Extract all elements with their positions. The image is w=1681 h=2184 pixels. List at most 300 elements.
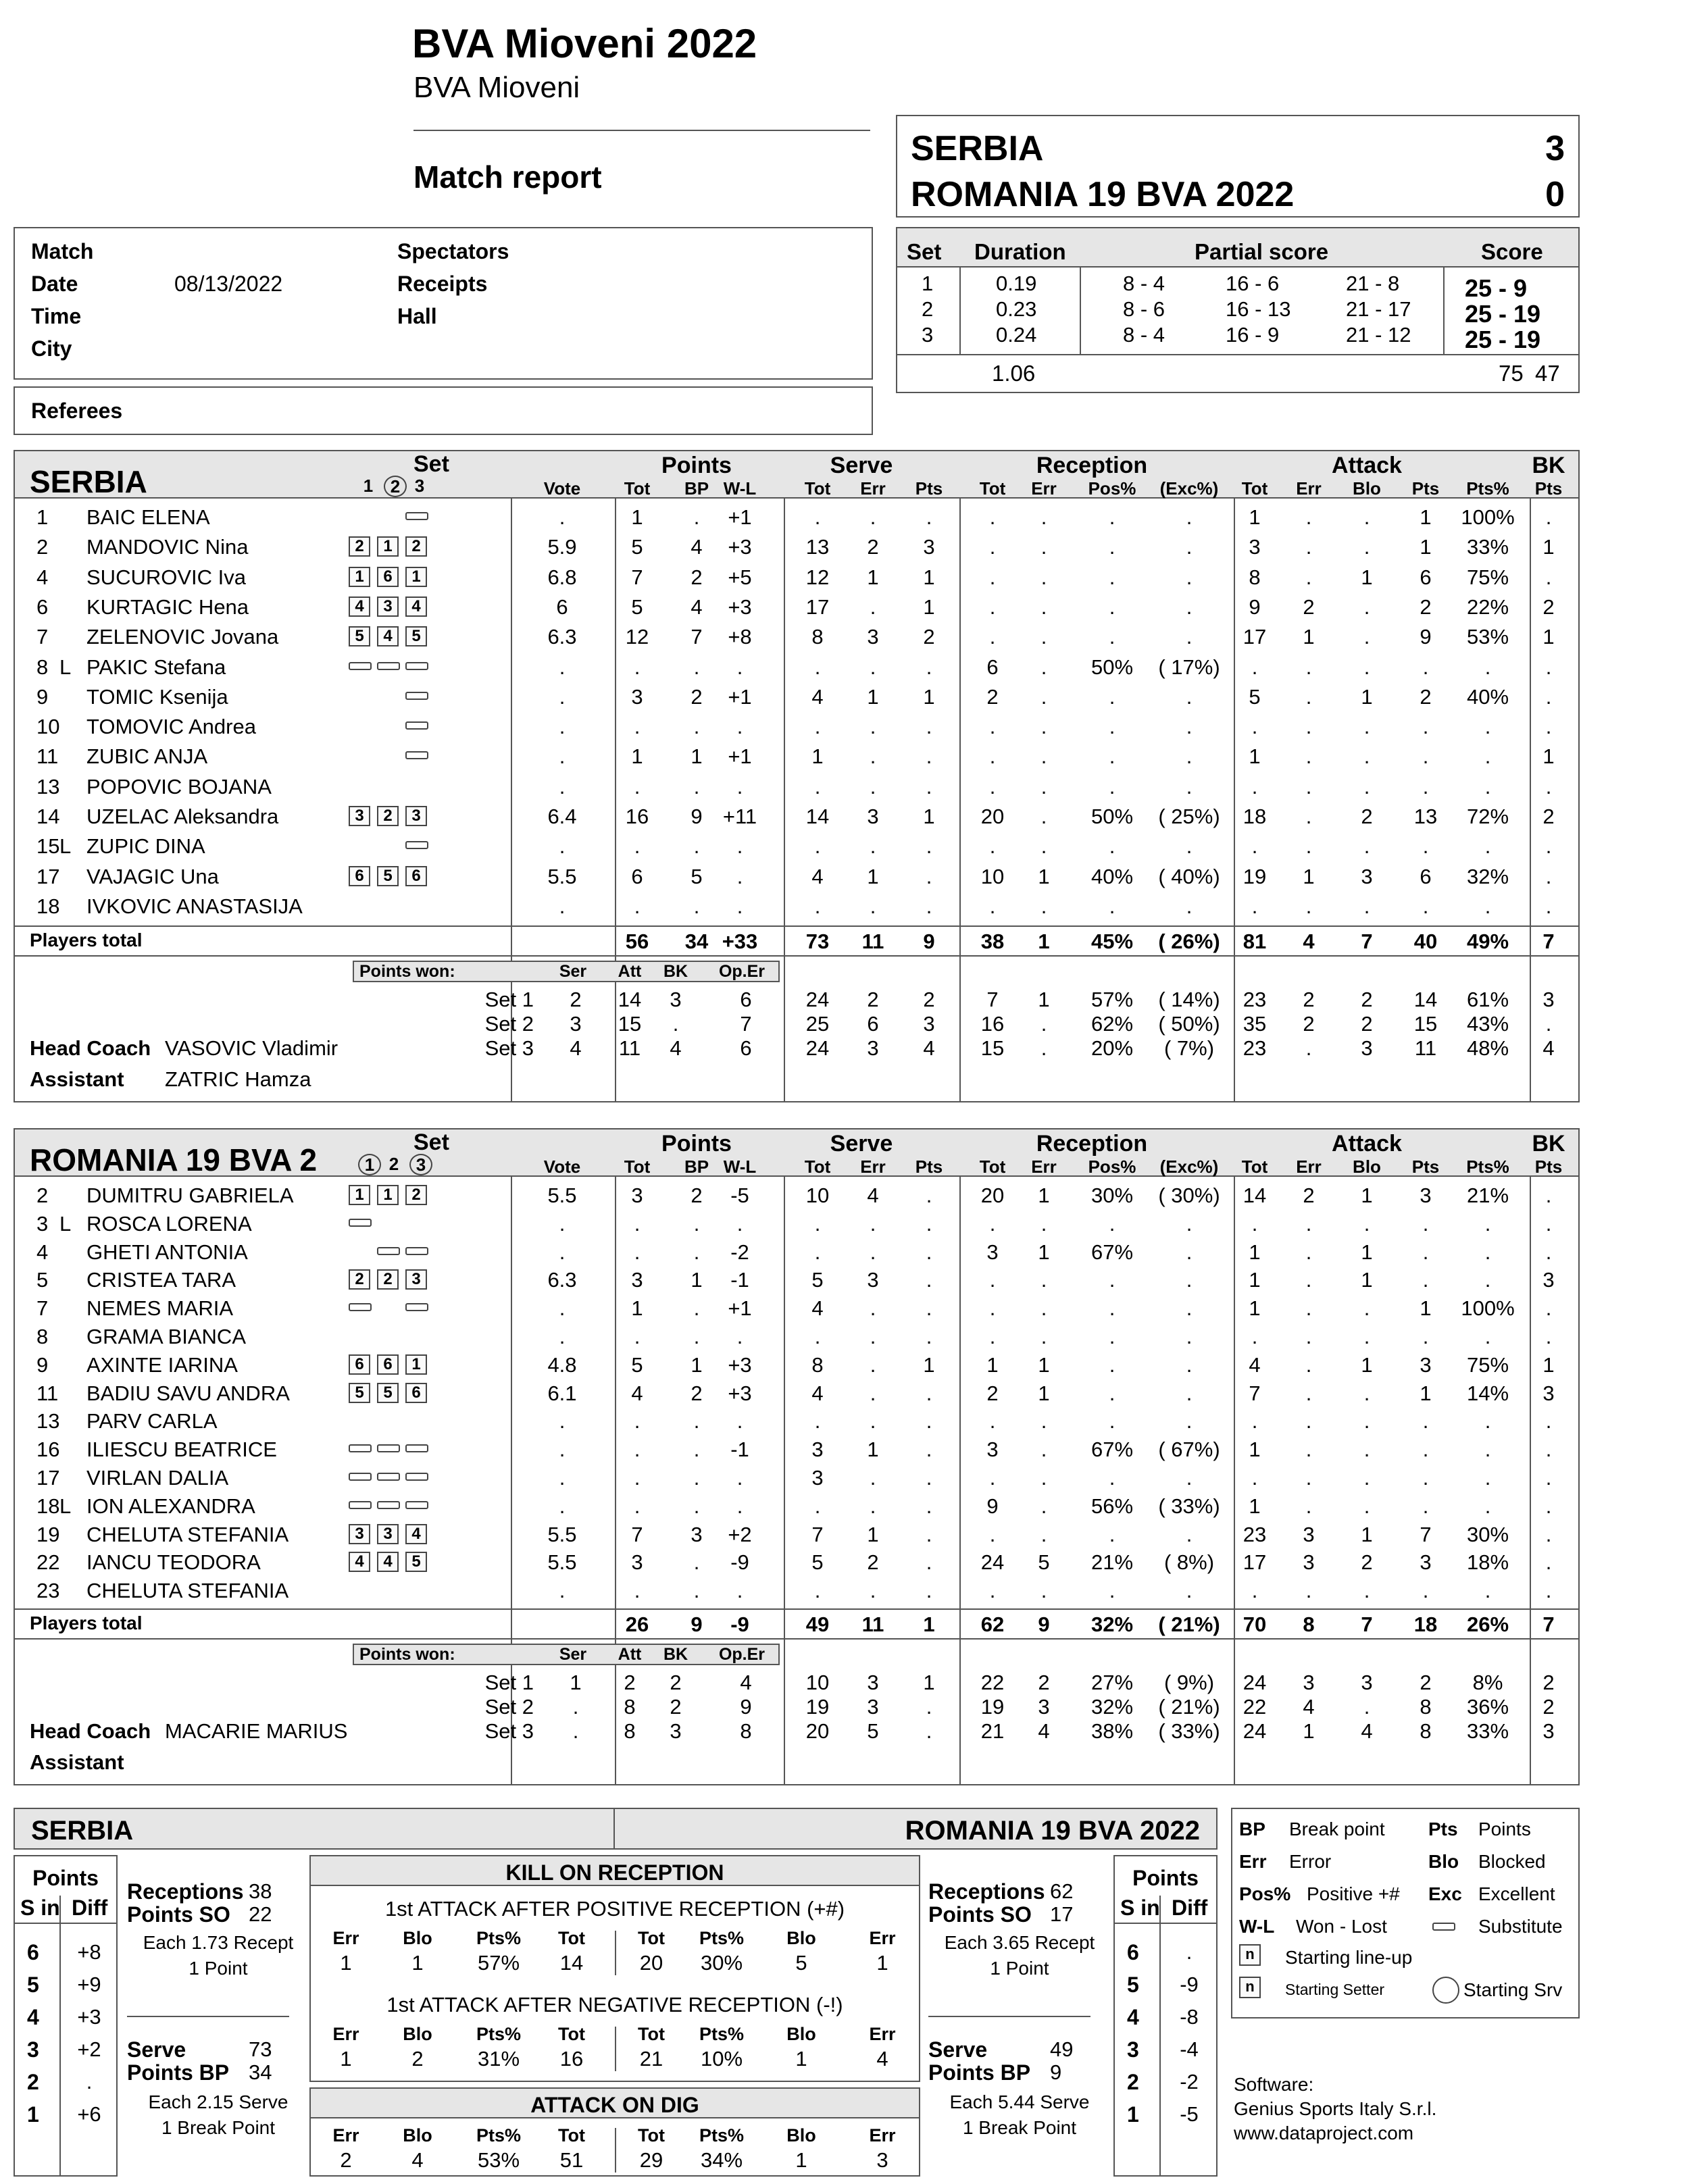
rotation: 1 (1127, 2102, 1139, 2127)
rotation: 2 (1127, 2070, 1139, 2094)
substitute-icon (405, 721, 428, 730)
stat-cell: 5.5 (547, 1550, 577, 1575)
stat-cell: . (989, 505, 996, 529)
stat-cell: . (989, 565, 996, 589)
stat-cell: . (1363, 834, 1370, 859)
points-won-col: BK (663, 962, 688, 982)
total-line-top (15, 1608, 1578, 1610)
starting-position: 2 (377, 806, 399, 826)
total-cell: 7 (1542, 1612, 1555, 1636)
substitute-icon (405, 1501, 428, 1509)
stat-cell: +1 (728, 744, 752, 769)
stat-cell: . (1484, 1211, 1491, 1236)
stat-cell: . (1484, 1325, 1491, 1348)
stat-cell: 3 (631, 1550, 643, 1575)
column-header: W-L (723, 478, 757, 499)
stat-cell: . (1305, 505, 1312, 529)
column-header: Pts% (1466, 1157, 1509, 1177)
set-stat-cell: 1 (1038, 988, 1050, 1012)
stat-cell: 2 (986, 1381, 999, 1405)
starting-position: 5 (349, 626, 370, 646)
stat-cell: . (1422, 1494, 1429, 1518)
stat-cell: 1 (1361, 565, 1373, 589)
player-number: 3 (36, 1211, 49, 1236)
total-cell: 9 (1038, 1612, 1050, 1636)
stat-cell: 5 (631, 594, 643, 619)
rotation-diff: +3 (77, 2005, 101, 2029)
attack-split (615, 1931, 616, 1975)
stat-cell: 2 (691, 565, 703, 589)
substitute-icon (377, 1501, 400, 1509)
stat-cell: . (693, 1466, 700, 1490)
stat-cell: . (1305, 1466, 1312, 1490)
dig-value: 34% (700, 2148, 743, 2172)
stat-cell: . (1545, 774, 1552, 798)
stat-cell: 13 (1413, 805, 1438, 828)
total-line-top (15, 925, 1578, 927)
column-header: Pts (1534, 478, 1563, 499)
team-name: ROMANIA 19 BVA 2 (30, 1142, 318, 1177)
stat-cell: . (1363, 625, 1370, 649)
attack-col: Tot (638, 1928, 665, 1948)
stat-cell: 3 (631, 1268, 643, 1292)
stat-cell: +1 (728, 684, 752, 709)
substitute-icon (349, 1473, 372, 1481)
stat-cell: . (989, 1522, 996, 1546)
stat-cell: 1 (1542, 1352, 1555, 1377)
stat-cell: 5 (811, 1550, 824, 1575)
set-stat-cell: 15 (980, 1036, 1005, 1061)
city-label: City (31, 336, 72, 361)
stat-cell: 7 (1420, 1522, 1432, 1546)
stat-cell: . (1186, 1325, 1193, 1348)
set-mark: 3 (409, 1154, 432, 1175)
stat-cell: . (1040, 1409, 1047, 1433)
stat-cell: 1 (1361, 1184, 1373, 1207)
serve-label: Serve (127, 2037, 186, 2062)
rot-divider (59, 1896, 61, 2175)
stat-cell: . (1545, 894, 1552, 918)
set-row-label: Set 3 (484, 1719, 534, 1743)
total-cell: 32% (1090, 1612, 1134, 1636)
stat-cell: 1 (1361, 1352, 1373, 1377)
column-header: Tot (979, 1157, 1006, 1177)
stat-cell: 9 (1420, 625, 1432, 649)
serve-label: Serve (928, 2037, 988, 2062)
rotation-diff: -2 (1180, 2070, 1199, 2093)
set-stat-cell: 3 (867, 1695, 879, 1719)
stat-cell: +3 (728, 1381, 752, 1405)
stat-cell: 4 (811, 1381, 824, 1405)
stat-cell: 6 (631, 864, 643, 888)
substitute-icon (377, 662, 400, 670)
stat-cell: . (693, 834, 700, 859)
stat-cell: 13 (805, 535, 830, 559)
stat-cell: 32% (1466, 864, 1509, 888)
player-name: NEMES MARIA (86, 1296, 234, 1321)
total-cell: 38 (980, 930, 1005, 954)
group-header: Reception (1036, 1131, 1148, 1157)
total-cell: 49 (805, 1612, 830, 1636)
attack-col: Tot (638, 2125, 665, 2145)
stat-cell: . (1109, 535, 1115, 559)
stat-cell: . (559, 1494, 566, 1518)
stat-cell: . (1040, 1522, 1047, 1546)
stat-cell: 3 (923, 535, 935, 559)
stat-cell: . (1040, 1579, 1047, 1603)
stat-cell: 1 (631, 744, 643, 769)
stat-cell: 8 (811, 625, 824, 649)
set-stat-cell: 10 (805, 1671, 830, 1694)
set-stat-cell: 24 (1243, 1719, 1267, 1743)
total-cell: 70 (1243, 1612, 1267, 1636)
stat-cell: . (870, 505, 876, 529)
stat-cell: . (926, 1409, 932, 1433)
stat-cell: . (1040, 774, 1047, 798)
starting-position: 5 (377, 1383, 399, 1403)
stat-cell: 3 (1420, 1184, 1432, 1207)
stat-cell: . (1545, 1240, 1552, 1264)
set-stat-cell: 43% (1466, 1012, 1509, 1036)
stat-cell: . (693, 655, 700, 679)
receptions-label: Receptions (127, 1879, 244, 1904)
stat-cell: . (1363, 1296, 1370, 1321)
stat-cell: . (736, 715, 743, 739)
stat-cell: 40% (1466, 684, 1509, 709)
stat-cell: 50% (1090, 655, 1134, 679)
column-header: Pts% (1466, 478, 1509, 499)
column-header: Err (860, 478, 886, 499)
legend-key: BP (1239, 1819, 1265, 1839)
libero-mark: L (59, 655, 72, 679)
set-stat-cell: 8% (1472, 1671, 1503, 1694)
positive-reception-value: 14 (559, 1951, 584, 1975)
stat-cell: . (1109, 1409, 1115, 1433)
stat-cell: 8 (811, 1352, 824, 1377)
stat-cell: 7 (1249, 1381, 1261, 1405)
points-won-label: Points won: (359, 962, 455, 982)
stat-cell: . (1040, 655, 1047, 679)
stat-cell: 1 (867, 684, 879, 709)
stat-cell: . (926, 505, 932, 529)
set-stat-cell: 22 (1243, 1695, 1267, 1719)
attack-col: Tot (558, 2125, 585, 2145)
stat-cell: . (870, 744, 876, 769)
substitute-icon (349, 1219, 372, 1227)
stat-cell: 1 (1361, 1268, 1373, 1292)
set-stat-cell: 3 (1542, 988, 1555, 1012)
starting-position: 1 (405, 567, 427, 587)
stat-cell: . (989, 1466, 996, 1490)
stat-cell: 3 (1361, 864, 1373, 888)
starting-position: 3 (405, 806, 427, 826)
stat-cell: 2 (1420, 594, 1432, 619)
stat-cell: 1 (1420, 1296, 1432, 1321)
stat-cell: 2 (923, 625, 935, 649)
each-recept-point: 1 Point (990, 1958, 1049, 1979)
column-header: Pts (1411, 1157, 1440, 1177)
stat-cell: . (1109, 1325, 1115, 1348)
starting-position: 5 (349, 1383, 370, 1403)
col-partial: Partial score (1195, 239, 1329, 264)
legend-value: Break point (1289, 1819, 1385, 1839)
partial-score: 21 - 12 (1346, 323, 1411, 347)
player-number: 2 (36, 535, 49, 559)
total-cell: 9 (923, 930, 935, 954)
stat-cell: . (1363, 655, 1370, 679)
points-bp-label: Points BP (928, 2060, 1031, 2085)
stat-cell: . (634, 1494, 641, 1518)
stat-cell: . (559, 894, 566, 918)
stat-cell: 6.3 (547, 625, 577, 649)
each-recept-point: 1 Point (189, 1958, 248, 1979)
assistant-label: Assistant (30, 1067, 124, 1092)
stat-cell: . (870, 1325, 876, 1348)
stat-cell: 2 (1361, 805, 1373, 828)
total-cell: 7 (1361, 930, 1373, 954)
stat-cell: 1 (1303, 864, 1315, 888)
stat-cell: . (1040, 684, 1047, 709)
group-header: BK (1532, 1131, 1565, 1157)
stat-cell: . (1422, 1438, 1429, 1462)
points-won-cell: 15 (618, 1012, 642, 1036)
positive-reception-value: 30% (700, 1951, 743, 1975)
spectators-label: Spectators (397, 239, 509, 263)
receptions-value: 38 (249, 1879, 272, 1903)
legend-value: Won - Lost (1296, 1916, 1387, 1937)
stat-cell: . (1484, 1438, 1491, 1462)
set-stat-cell: 24 (805, 1036, 830, 1061)
stat-cell: . (814, 1579, 821, 1603)
points-won-cell: 1 (570, 1671, 582, 1694)
stat-cell: 1 (1542, 625, 1555, 649)
stat-cell: . (736, 1211, 743, 1236)
points-won-cell: 9 (740, 1695, 752, 1719)
stat-cell: . (1109, 505, 1115, 529)
team-a-sets: 3 (1545, 129, 1565, 168)
stat-cell: . (736, 1325, 743, 1348)
player-number: 9 (36, 1352, 49, 1377)
stat-cell: . (1186, 684, 1193, 709)
stat-cell: 3 (631, 684, 643, 709)
team-b-sets: 0 (1545, 175, 1565, 214)
stat-cell: 5.5 (547, 1184, 577, 1207)
legend-setter: Starting Setter (1285, 1981, 1385, 1998)
rotation-diff: -8 (1180, 2005, 1199, 2029)
libero-mark: L (59, 834, 72, 859)
team-name: SERBIA (30, 464, 147, 499)
stat-cell: . (1363, 1438, 1370, 1462)
stat-cell: 33% (1466, 535, 1509, 559)
stat-cell: 4 (1249, 1352, 1261, 1377)
total-duration: 1.06 (992, 361, 1036, 386)
stat-cell: . (870, 894, 876, 918)
substitute-icon (349, 1444, 372, 1452)
points-won-cell: 3 (670, 1719, 682, 1743)
stat-cell: . (1484, 1466, 1491, 1490)
starting-position: 5 (405, 1552, 427, 1572)
stat-cell: . (693, 1409, 700, 1433)
points-won-label: Points won: (359, 1645, 455, 1664)
set-duration: 0.23 (996, 297, 1037, 321)
stat-cell: 16 (625, 805, 649, 828)
stat-cell: . (1545, 1325, 1552, 1348)
stat-cell: . (926, 1268, 932, 1292)
player-number: 8 (36, 1325, 49, 1348)
stat-cell: 1 (1420, 535, 1432, 559)
starting-position: 2 (349, 536, 370, 557)
each-serve: Each 5.44 Serve (949, 2091, 1090, 2112)
stat-cell: . (1363, 1494, 1370, 1518)
rotation-diff: -5 (1180, 2102, 1199, 2126)
stat-cell: . (870, 1352, 876, 1377)
stat-cell: 1 (691, 1268, 703, 1292)
total-cell: 8 (1303, 1612, 1315, 1636)
stat-cell: 3 (1542, 1268, 1555, 1292)
stat-cell: 7 (811, 1522, 824, 1546)
set-stat-cell: 33% (1466, 1719, 1509, 1743)
column-header: Tot (979, 478, 1006, 499)
points-won-cell: . (572, 1719, 579, 1743)
stat-cell: . (1363, 1325, 1370, 1348)
stat-cell: . (1422, 1325, 1429, 1348)
column-header: BP (684, 1157, 709, 1177)
stat-cell: 6 (1420, 565, 1432, 589)
group-header: Serve (830, 1131, 893, 1157)
set-number: 3 (922, 323, 934, 347)
stat-cell: 3 (867, 625, 879, 649)
stat-cell: 72% (1466, 805, 1509, 828)
legend-value: Substitute (1478, 1916, 1563, 1937)
stat-cell: . (1040, 565, 1047, 589)
stat-cell: 1 (1249, 744, 1261, 769)
starting-position: 6 (377, 1354, 399, 1375)
assistant-label: Assistant (30, 1750, 124, 1774)
partial-score: 8 - 4 (1123, 323, 1165, 347)
set-stat-cell: 20% (1090, 1036, 1134, 1061)
stat-cell: . (559, 684, 566, 709)
stat-cell: 1 (1420, 1381, 1432, 1405)
set-stat-cell: 2 (1420, 1671, 1432, 1694)
set-stat-cell: 2 (1361, 988, 1373, 1012)
set-stat-cell: 21 (980, 1719, 1005, 1743)
set-stat-cell: 1 (923, 1671, 935, 1694)
points-won-col: Ser (559, 962, 587, 982)
stat-cell: . (870, 1381, 876, 1405)
player-number: 23 (36, 1579, 60, 1603)
stat-cell: . (693, 505, 700, 529)
receptions-label: Receptions (928, 1879, 1045, 1904)
set-stat-cell: 19 (805, 1695, 830, 1719)
stat-cell: . (1109, 1296, 1115, 1321)
legend-value: Points (1478, 1819, 1531, 1839)
set-mark: 1 (358, 1154, 381, 1175)
set-header: Set (413, 1129, 449, 1155)
player-name: ZUBIC ANJA (86, 744, 208, 769)
starting-position: 4 (405, 1524, 427, 1544)
stat-cell: 100% (1461, 505, 1515, 529)
points-won-cell: 2 (624, 1671, 636, 1694)
negative-reception-value: 21 (639, 2047, 663, 2071)
starting-position: 4 (405, 596, 427, 617)
stat-cell: 4 (691, 594, 703, 619)
points-label: Points (32, 1866, 99, 1890)
player-name: CHELUTA STEFANIA (86, 1579, 289, 1603)
stat-cell: . (559, 1466, 566, 1490)
stat-cell: 1 (1038, 1184, 1050, 1207)
software-url: www.dataproject.com (1234, 2123, 1414, 2143)
stat-cell: . (634, 1466, 641, 1490)
stat-cell: . (1363, 1579, 1370, 1603)
stat-cell: . (989, 715, 996, 739)
stat-cell: . (1251, 774, 1258, 798)
stat-cell: . (1305, 774, 1312, 798)
stat-cell: . (870, 1494, 876, 1518)
stat-cell: . (693, 1296, 700, 1321)
set-stat-cell: 4 (923, 1036, 935, 1061)
stat-cell: . (926, 1579, 932, 1603)
stat-cell: . (1484, 715, 1491, 739)
stat-cell: -2 (730, 1240, 749, 1264)
stat-cell: 3 (631, 1184, 643, 1207)
stat-cell: . (1040, 805, 1047, 828)
stat-cell: +1 (728, 505, 752, 529)
points-so-value: 22 (249, 1902, 272, 1926)
divider (413, 130, 870, 131)
player-number: 13 (36, 1409, 60, 1433)
starting-position: 3 (405, 1269, 427, 1290)
stat-cell: 24 (980, 1550, 1005, 1575)
column-header: Err (1296, 478, 1322, 499)
stat-cell: . (1040, 715, 1047, 739)
attack-col: Blo (786, 2125, 816, 2145)
player-number: 4 (36, 1240, 49, 1264)
set-stat-cell: 3 (1361, 1036, 1373, 1061)
referees-label: Referees (31, 399, 123, 423)
stat-cell: ( 40%) (1158, 864, 1220, 888)
substitute-icon (405, 1444, 428, 1452)
set-stat-cell: 23 (1243, 988, 1267, 1012)
stat-cell: 6.1 (547, 1381, 577, 1405)
stat-cell: 14 (1243, 1184, 1267, 1207)
stat-cell: . (1251, 1211, 1258, 1236)
stat-cell: 1 (1249, 1240, 1261, 1264)
stat-cell: . (1305, 1381, 1312, 1405)
set-stat-cell: 3 (867, 1036, 879, 1061)
stat-cell: . (693, 1438, 700, 1462)
stat-cell: 9 (1249, 594, 1261, 619)
points-won-cell: 3 (570, 1012, 582, 1036)
stat-cell: . (1545, 1184, 1552, 1207)
starting-position: 1 (377, 536, 399, 557)
head-coach-name: MACARIE MARIUS (165, 1719, 348, 1743)
dig-value: 29 (639, 2148, 663, 2172)
group-header: BK (1532, 453, 1565, 478)
stat-cell: . (1040, 1438, 1047, 1462)
stat-cell: . (1305, 684, 1312, 709)
stat-cell: . (1040, 894, 1047, 918)
stat-cell: 2 (867, 535, 879, 559)
stat-cell: ( 33%) (1158, 1494, 1220, 1518)
stat-cell: 4 (811, 684, 824, 709)
attack-col: Tot (558, 1928, 585, 1948)
rotation-diff: +9 (77, 1973, 101, 1996)
stat-cell: . (1040, 594, 1047, 619)
stat-cell: 5 (1038, 1550, 1050, 1575)
software-company: Genius Sports Italy S.r.l. (1234, 2098, 1437, 2119)
s-in-label: S in (1120, 1896, 1160, 1920)
group-header: Attack (1332, 1131, 1402, 1157)
